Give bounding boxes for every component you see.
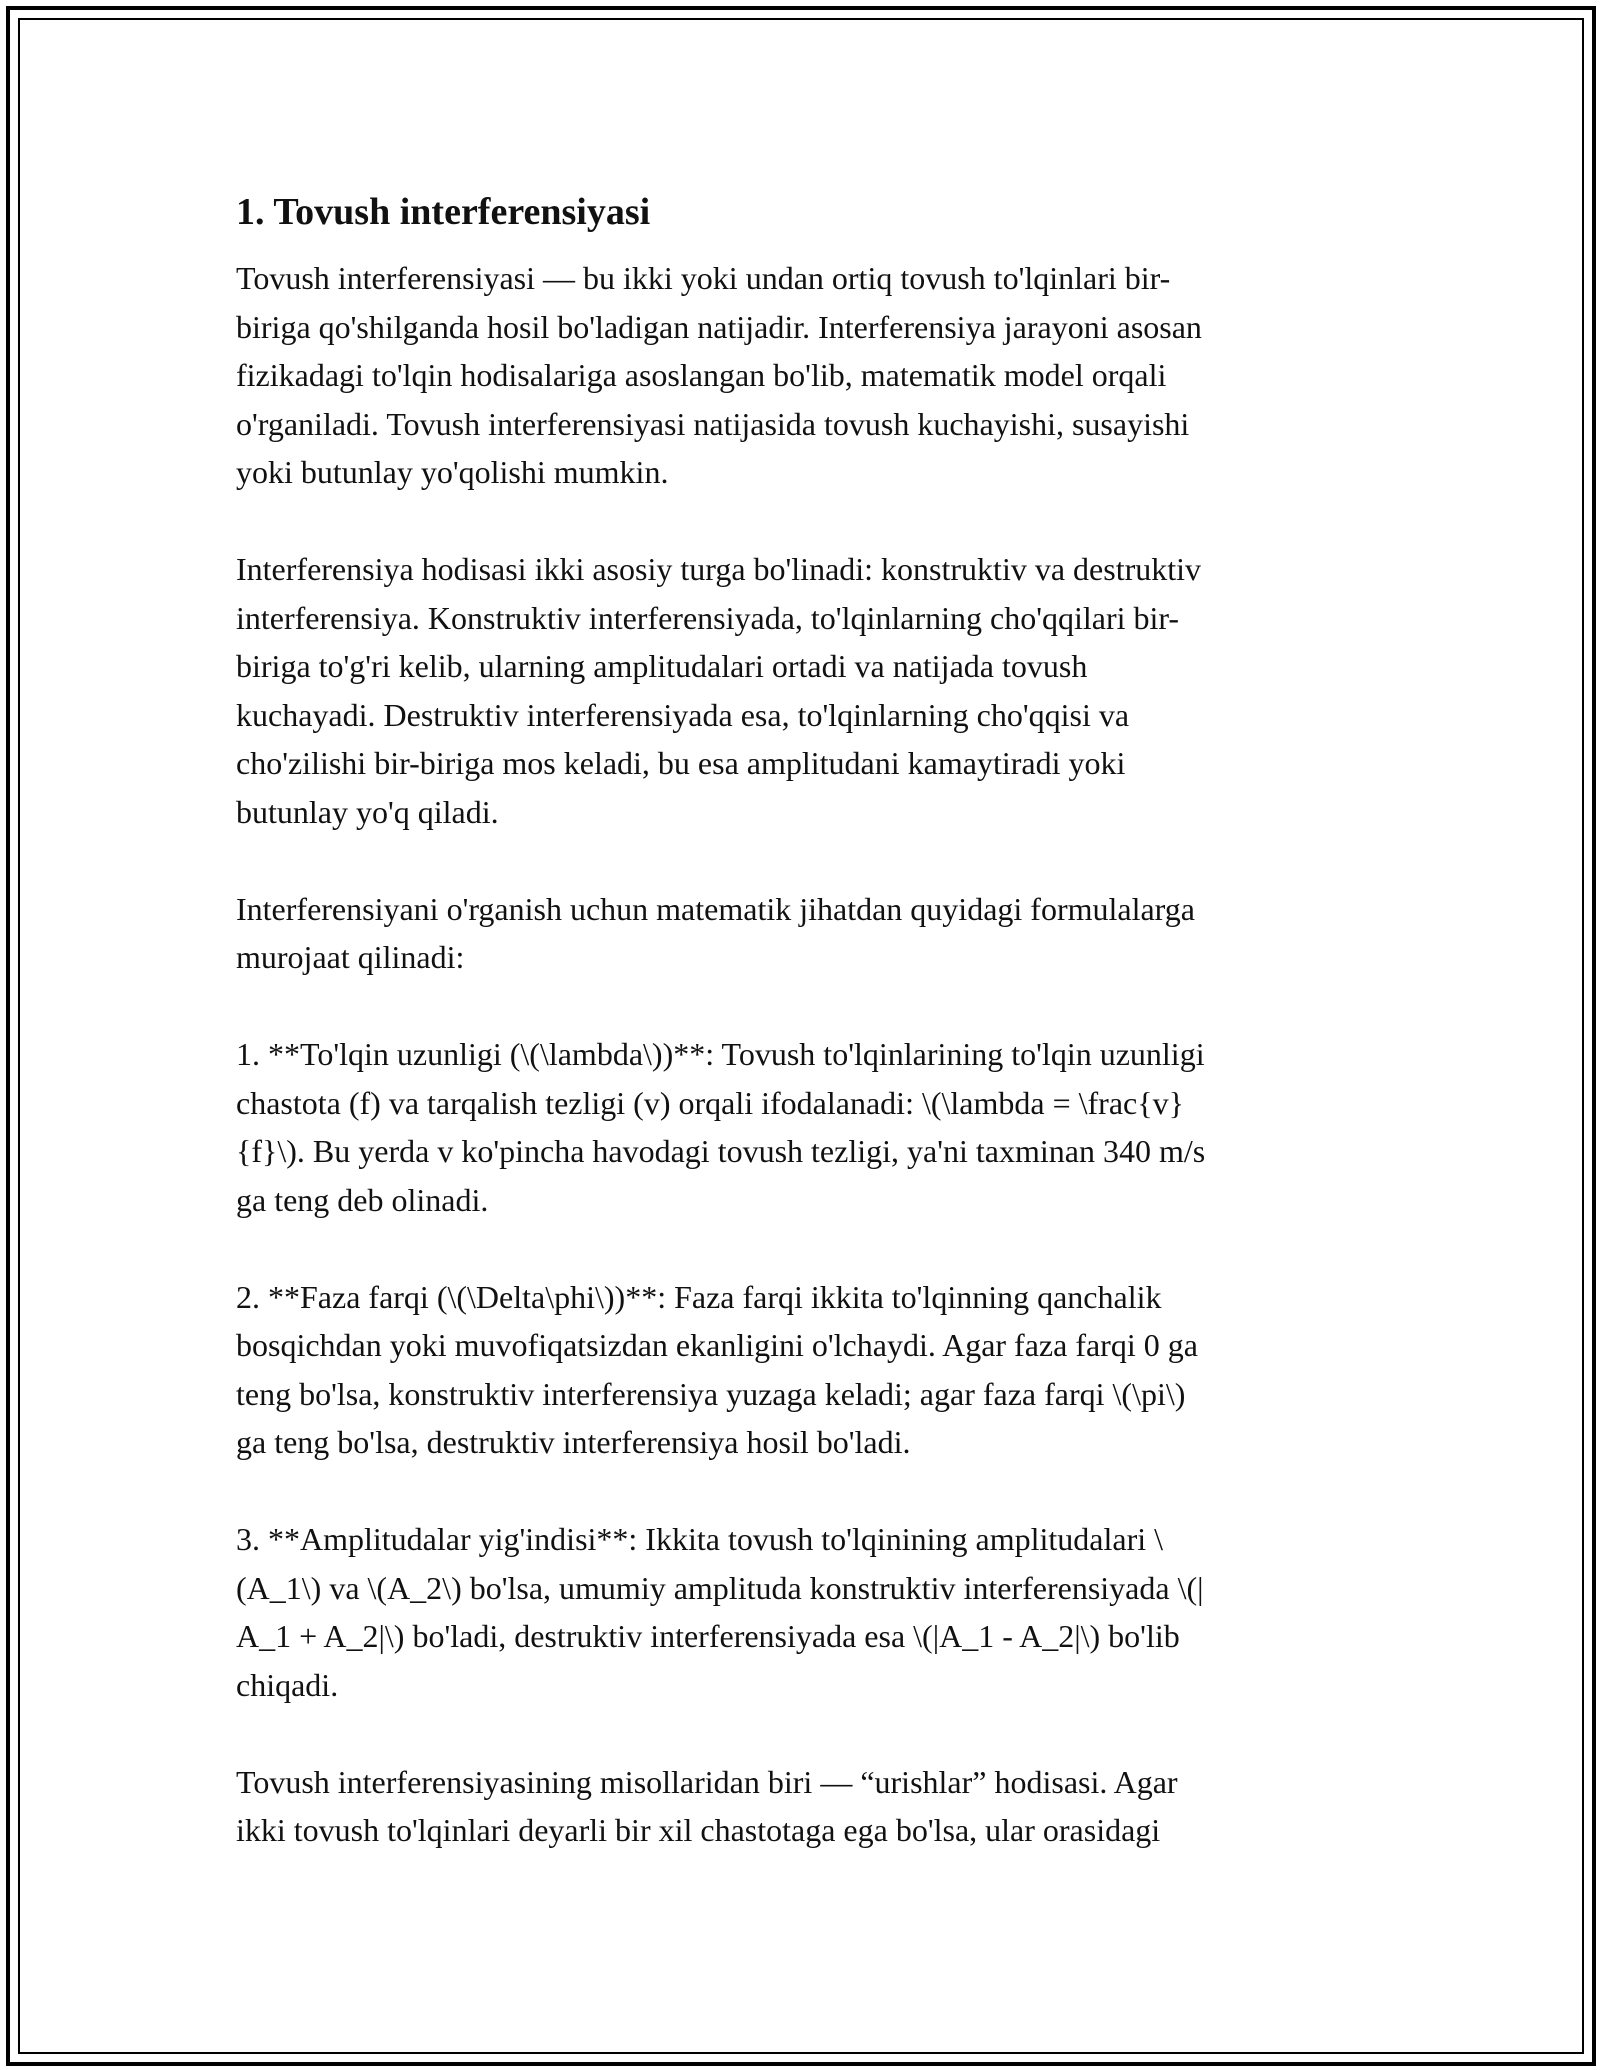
text-line: (A_1\) va \(A_2\) bo'lsa, umumiy amplituda konstruktiv interferensiyada \(| — [236, 1569, 1204, 1606]
section-heading: 1. Tovush interferensiyasi — [236, 191, 651, 233]
text-line: {f}\). Bu yerda v ko'pincha havodagi tovush tezligi, ya'ni taxminan 340 m/s — [236, 1133, 1206, 1169]
document-page — [236, 186, 1364, 1903]
text-line: ikki tovush to'lqinlari deyarli bir xil chastotaga ega bo'lsa, ular orasidagi — [236, 1812, 1161, 1848]
text-line: ga teng bo'lsa, destruktiv interferensiya hosil bo'ladi. — [236, 1424, 911, 1460]
text-line: 1. **To'lqin uzunligi (\(\lambda\))**: Tovush to'lqinlarining to'lqin uzunligi — [236, 1036, 1205, 1072]
paragraph-formulas-intro — [236, 885, 1364, 982]
text-line: chastota (f) va tarqalish tezligi (v) orqali ifodalanadi: \(\lambda = \frac{v} — [236, 1084, 1184, 1121]
text-line: Tovush interferensiyasi — bu ikki yoki undan ortiq tovush to'lqinlari bir- — [236, 260, 1171, 296]
paragraph-beats — [236, 1758, 1364, 1855]
list-item-wavelength — [236, 1030, 1364, 1224]
text-line: cho'zilishi bir-biriga mos keladi, bu esa amplitudani kamaytiradi yoki — [236, 745, 1126, 781]
text-line: interferensiya. Konstruktiv interferensiyada, to'lqinlarning cho'qqilari bir- — [236, 599, 1180, 636]
text-line: Interferensiya hodisasi ikki asosiy turga bo'linadi: konstruktiv va destruktiv — [236, 551, 1202, 587]
text-line: Interferensiyani o'rganish uchun matematik jihatdan quyidagi formulalarga — [236, 890, 1195, 927]
text-line: o'rganiladi. Tovush interferensiyasi natijasida tovush kuchayishi, susayishi — [236, 405, 1190, 442]
text-line: kuchayadi. Destruktiv interferensiyada esa, to'lqinlarning cho'qqisi va — [236, 696, 1130, 733]
paragraph-types — [236, 545, 1364, 836]
text-line: chiqadi. — [236, 1666, 339, 1703]
text-line: fizikadagi to'lqin hodisalariga asoslangan bo'lib, matematik model orqali — [236, 357, 1167, 393]
text-line: yoki butunlay yo'qolishi mumkin. — [236, 454, 669, 490]
text-line: 2. **Faza farqi (\(\Delta\phi\))**: Faza farqi ikkita to'lqinning qanchalik — [236, 1278, 1162, 1315]
text-line: teng bo'lsa, konstruktiv interferensiya yuzaga keladi; agar faza farqi \(\pi\) — [236, 1375, 1186, 1412]
text-line: murojaat qilinadi: — [236, 939, 465, 975]
text-line: ga teng deb olinadi. — [236, 1181, 489, 1218]
text-line: Tovush interferensiyasining misollaridan biri — “urishlar” hodisasi. Agar — [236, 1763, 1178, 1800]
list-item-phase-difference — [236, 1273, 1364, 1467]
text-line: butunlay yo'q qiladi. — [236, 793, 499, 830]
paragraph-intro — [236, 254, 1364, 497]
text-line: 3. **Amplitudalar yig'indisi**: Ikkita tovush to'lqinining amplitudalari \ — [236, 1521, 1163, 1557]
text-line: A_1 + A_2|\) bo'ladi, destruktiv interferensiyada esa \(|A_1 - A_2|\) bo'lib — [236, 1618, 1180, 1654]
text-line: biriga qo'shilganda hosil bo'ladigan natijadir. Interferensiya jarayoni asosan — [236, 308, 1202, 345]
list-item-amplitude-sum — [236, 1515, 1364, 1709]
text-line: biriga to'g'ri kelib, ularning amplitudalari ortadi va natijada tovush — [236, 648, 1088, 684]
text-line: bosqichdan yoki muvofiqatsizdan ekanligini o'lchaydi. Agar faza farqi 0 ga — [236, 1327, 1198, 1363]
